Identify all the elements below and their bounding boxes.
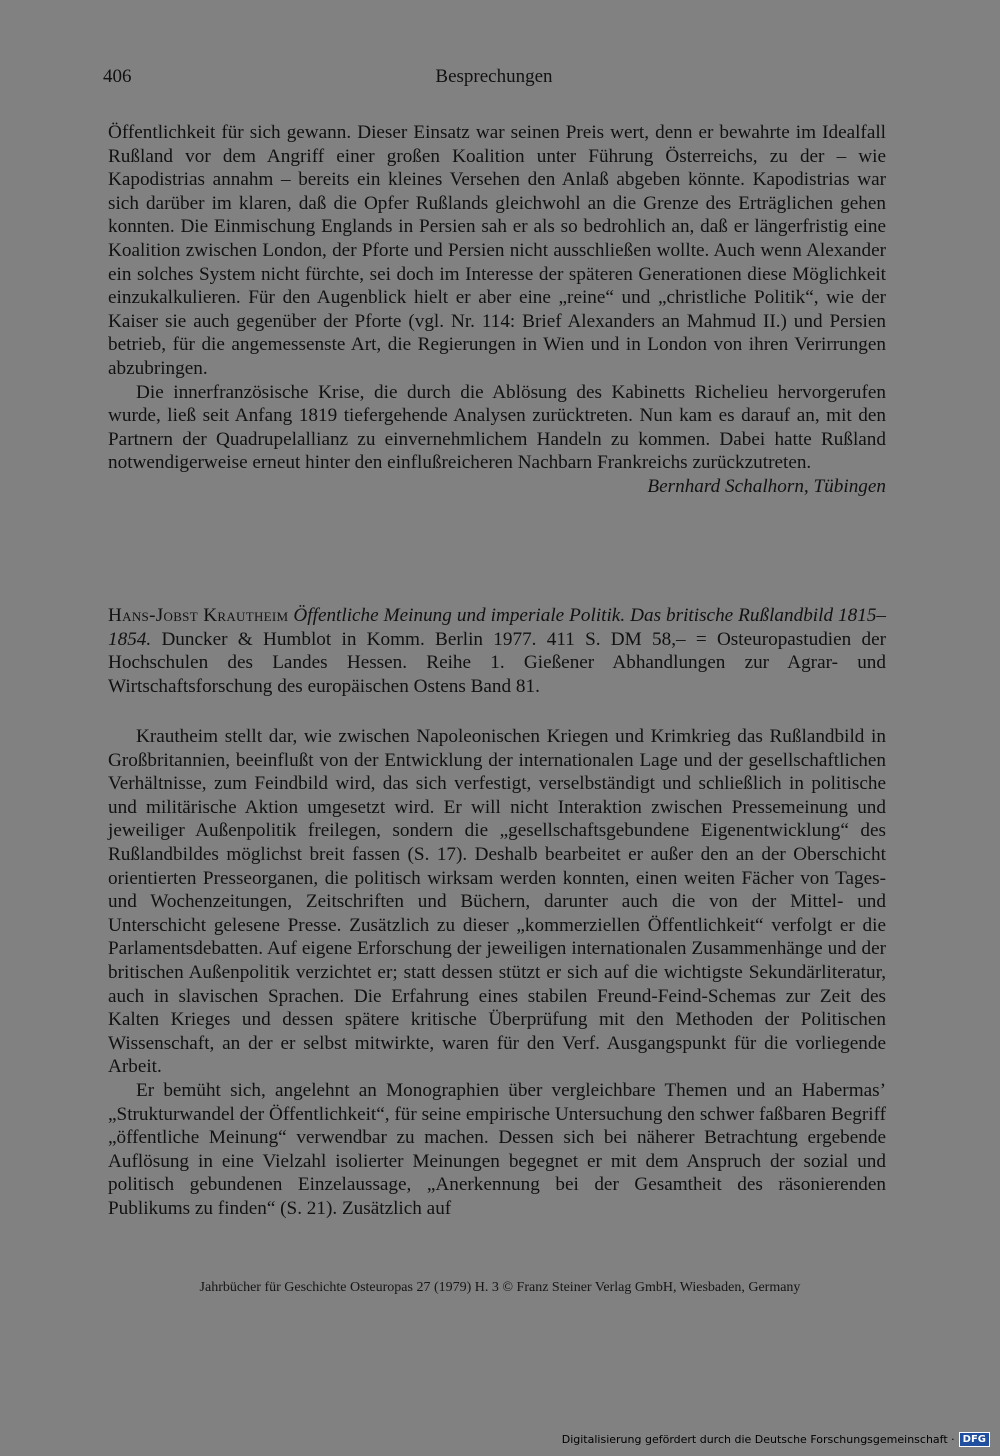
page-number: 406 [103,66,132,87]
digitization-notice [562,1430,990,1448]
journal-citation-footer: Jahrbücher für Geschichte Osteuropas 27 (1979) H. 3 © Franz Steiner Verlag GmbH, Wiesbaden, Germany [199,1280,801,1295]
previous-review-text [108,121,886,499]
dfg-logo: DFG [959,1432,990,1447]
paragraph: Krautheim stellt dar, wie zwischen Napoleonischen Kriegen und Krimkrieg das Rußlandbild in Großbritannien, beeinflußt von der Entwicklung der internationalen Lage und der gesellschaftlichen Verhältnisse, zum Feindbild wird, das sich verfestigt, verselbständigt und schließlich in politische und militärische Aktion umgesetzt wird. Er will nicht Interaktion zwischen Pressemeinung und jeweiliger Außenpolitik freilegen, sondern die „gesellschaftsgebundene Eigenentwicklung“ des Rußlandbildes möglichst breit fassen (S. 17). Deshalb bearbeitet er außer den an der Oberschicht orientierten Presseorganen, die politisch wirksam werden konnten, einen weiten Fächer von Tages- und Wochenzeitungen, Zeitschriften und Büchern, darunter auch die von der Mittel- und Unterschicht gelesene Presse. Zusätzlich zu dieser „kommerziellen Öffentlichkeit“ verfolgt er die Parlamentsdebatten. Auf eigene Erforschung der jeweiligen internationalen Zusammenhänge und der britischen Außenpolitik verzichtet er; statt dessen stützt er sich auf die wichtigste Sekundärliteratur, auch in slavischen Sprachen. Die Erfahrung eines stabilen Freund-Feind-Schemas zur Zeit des Kalten Krieges und dessen spätere kritische Überprüfung mit den Methoden der Politischen Wissenschaft, an der er selbst mitwirkte, waren für den Verf. Ausgangspunkt für die vorliegende Arbeit. [108,726,886,1078]
page-header [103,66,885,96]
running-head: Besprechungen [435,66,553,87]
paragraph: Er bemüht sich, angelehnt an Monographien über vergleichbare Themen und an Habermas’ „Strukturwandel der Öffentlichkeit“, für seine empirische Untersuchung den schwer faßbaren Begriff „öffentliche Meinung“ verwendbar zu machen. Dessen sich bei näherer Betrachtung ergebende Auflösung in eine Vielzahl isolierter Meinungen begegnet er mit dem Anspruch der sozial und politisch gebundenen Einzelaussage, „Anerkennung bei der Gesamtheit des räsonierenden Publikums zu finden“ (S. 21). Zusätzlich auf [108,1079,886,1219]
paragraph: Öffentlichkeit für sich gewann. Dieser Einsatz war seinen Preis wert, denn er bewahrte im Idealfall Rußland vor dem Angriff einer großen Koalition unter Führung Österreichs, zu der – wie Kapodistrias annahm – bereits ein kleines Versehen den Anlaß abgeben könnte. Kapodistrias war sich darüber im klaren, daß die Opfer Rußlands gleichwohl an die Grenze des Erträglichen gehen konnten. Die Einmischung Englands in Persien sah er als so bedrohlich an, daß er längerfristig eine Koalition zwischen London, der Pforte und Persien nicht ausschließen wollte. Auch wenn Alexander ein solches System nicht fürchte, sei doch im Interesse der späteren Generationen diese Möglichkeit einzukalkulieren. Für den Augenblick hielt er aber eine „reine“ und „christliche Politik“, wie der Kaiser sie auch gegenüber der Pforte (vgl. Nr. 114: Brief Alexanders an Mahmud II.) und Persien betrieb, für die angemessenste Art, die Regierungen in Wien und in London von ihren Verirrungen abzubringen. [108,122,886,379]
review-text [108,725,886,1220]
paragraph: Die innerfranzösische Krise, die durch die Ablösung des Kabinetts Richelieu hervorgerufen wurde, ließ seit Anfang 1819 tiefergehende Analysen zurücktreten. Nun kam es darauf an, mit den Partnern der Quadrupelallianz zu einvernehmlichem Handeln zu kommen. Dabei hatte Rußland notwendigerweise erneut hinter den einflußreicheren Nachbarn Frankreichs zurückzutreten. [108,381,886,474]
publication-details: Duncker & Humblot in Komm. Berlin 1977. 411 S. DM 58,– = Osteuropastudien der Hochschulen des Landes Hessen. Reihe 1. Gießener Abhandlungen zur Agrar- und Wirtschaftsforschung des europäischen Ostens Band 81. [108,628,887,697]
digitization-notice-text: Digitalisierung gefördert durch die Deutsche Forschungsgemeinschaft · [561,1432,955,1446]
book-author: Hans-Jobst Krautheim [108,605,289,626]
book-title: Öffentliche Meinung und imperiale Politik. Das britische Rußlandbild 1815–1854. [108,605,887,650]
review-bibliographic-heading [108,604,886,698]
reviewer-signature: Bernhard Schalhorn, Tübingen [647,475,886,497]
